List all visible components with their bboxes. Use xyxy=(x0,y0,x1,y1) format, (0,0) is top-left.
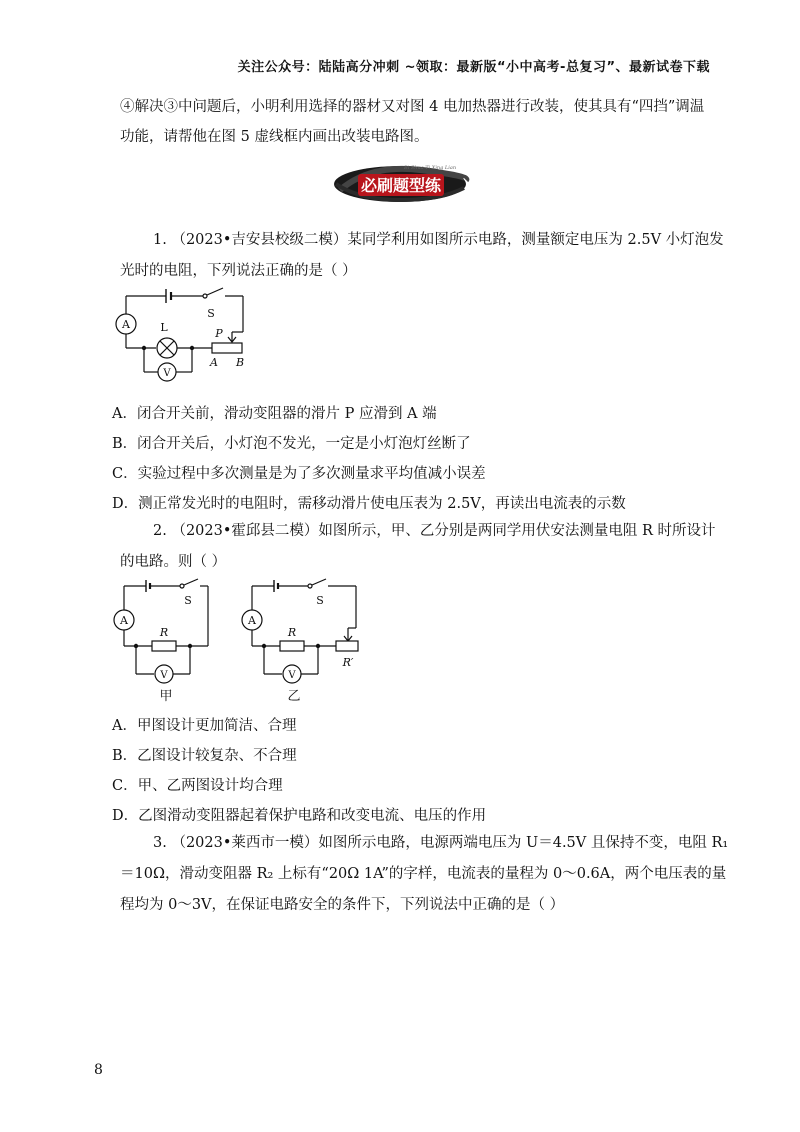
q2-jia-voltmeter-label: V xyxy=(160,670,168,681)
q1-option-a: A．闭合开关前，滑动变阻器的滑片 P 应滑到 A 端 xyxy=(112,406,437,422)
q2-jia-ammeter-label: A xyxy=(120,614,128,627)
q2-option-c: C．甲、乙两图设计均合理 xyxy=(112,778,283,794)
q1-option-c: C．实验过程中多次测量是为了多次测量求平均值减小误差 xyxy=(112,466,486,482)
q1-voltmeter-label: V xyxy=(163,368,171,379)
q2-yi-voltmeter-label: V xyxy=(288,670,296,681)
q2-yi-rheostat-label: R′ xyxy=(342,656,354,669)
q2-yi-ammeter-label: A xyxy=(248,614,256,627)
q1-lamp-label: L xyxy=(160,321,168,334)
q1-circuit-figure xyxy=(108,286,258,390)
q2-jia-caption: 甲 xyxy=(159,689,173,704)
q1-slider-label: P xyxy=(215,327,223,340)
q2-circuit-jia xyxy=(108,578,218,710)
q1-stem-line-2: 光时的电阻，下列说法正确的是（ ） xyxy=(120,263,357,279)
q2-option-d: D．乙图滑动变阻器起着保护电路和改变电流、电压的作用 xyxy=(112,808,487,824)
q2-stem-line-1: 2. （2023•霍邱县二模）如图所示，甲、乙分别是两同学用伏安法测量电阻 R 时所设计 xyxy=(153,523,716,539)
q2-jia-switch-label: S xyxy=(184,594,192,607)
intro-line-2: 功能，请帮他在图 5 虚线框内画出改装电路图。 xyxy=(120,129,429,145)
q2-yi-caption: 乙 xyxy=(287,689,301,704)
q3-stem-line-1: 3. （2023•莱西市一模）如图所示电路，电源两端电压为 U＝4.5V 且保持不变，电阻 R₁ xyxy=(153,835,729,851)
q2-jia-resistor-label: R xyxy=(159,626,169,639)
q2-option-b: B．乙图设计较复杂、不合理 xyxy=(112,748,297,764)
page-number: 8 xyxy=(94,1062,103,1078)
q2-option-a: A．甲图设计更加简洁、合理 xyxy=(112,718,297,734)
q2-stem-line-2: 的电路。则（ ） xyxy=(120,554,227,570)
intro-line-1: ④解决③中问题后，小明利用选择的器材又对图 4 电加热器进行改装，使其具有“四挡”调温 xyxy=(120,99,705,115)
section-banner xyxy=(330,160,470,206)
q1-option-d: D．测正常发光时的电阻时，需移动滑片使电压表为 2.5V，再读出电流表的示数 xyxy=(112,496,626,512)
q2-circuit-yi xyxy=(236,578,366,710)
q1-stem-line-1: 1. （2023•吉安县校级二模）某同学利用如图所示电路，测量额定电压为 2.5V 小灯泡发 xyxy=(153,232,724,248)
q3-stem-line-2: ＝10Ω，滑动变阻器 R₂ 上标有“20Ω 1A”的字样，电流表的量程为 0～0.6A，两个电压表的量 xyxy=(120,866,727,882)
q1-end-b-label: B xyxy=(235,356,245,369)
q1-end-a-label: A xyxy=(210,356,218,369)
q3-stem-line-3: 程均为 0～3V，在保证电路安全的条件下，下列说法中正确的是（ ） xyxy=(120,897,565,913)
banner-title: 必刷题型练 xyxy=(360,176,442,195)
page-header: 关注公众号：陆陆高分冲刺 ~领取：最新版“小中高考-总复习”、最新试卷下载 xyxy=(237,60,710,75)
q2-yi-switch-label: S xyxy=(316,594,324,607)
banner-subtitle: Bi Shua Ti Xing Lian xyxy=(403,165,457,171)
q1-switch-label: S xyxy=(207,307,215,320)
q1-ammeter-label: A xyxy=(122,318,130,331)
q2-yi-resistor-label: R xyxy=(287,626,297,639)
q1-option-b: B．闭合开关后，小灯泡不发光，一定是小灯泡灯丝断了 xyxy=(112,436,471,452)
